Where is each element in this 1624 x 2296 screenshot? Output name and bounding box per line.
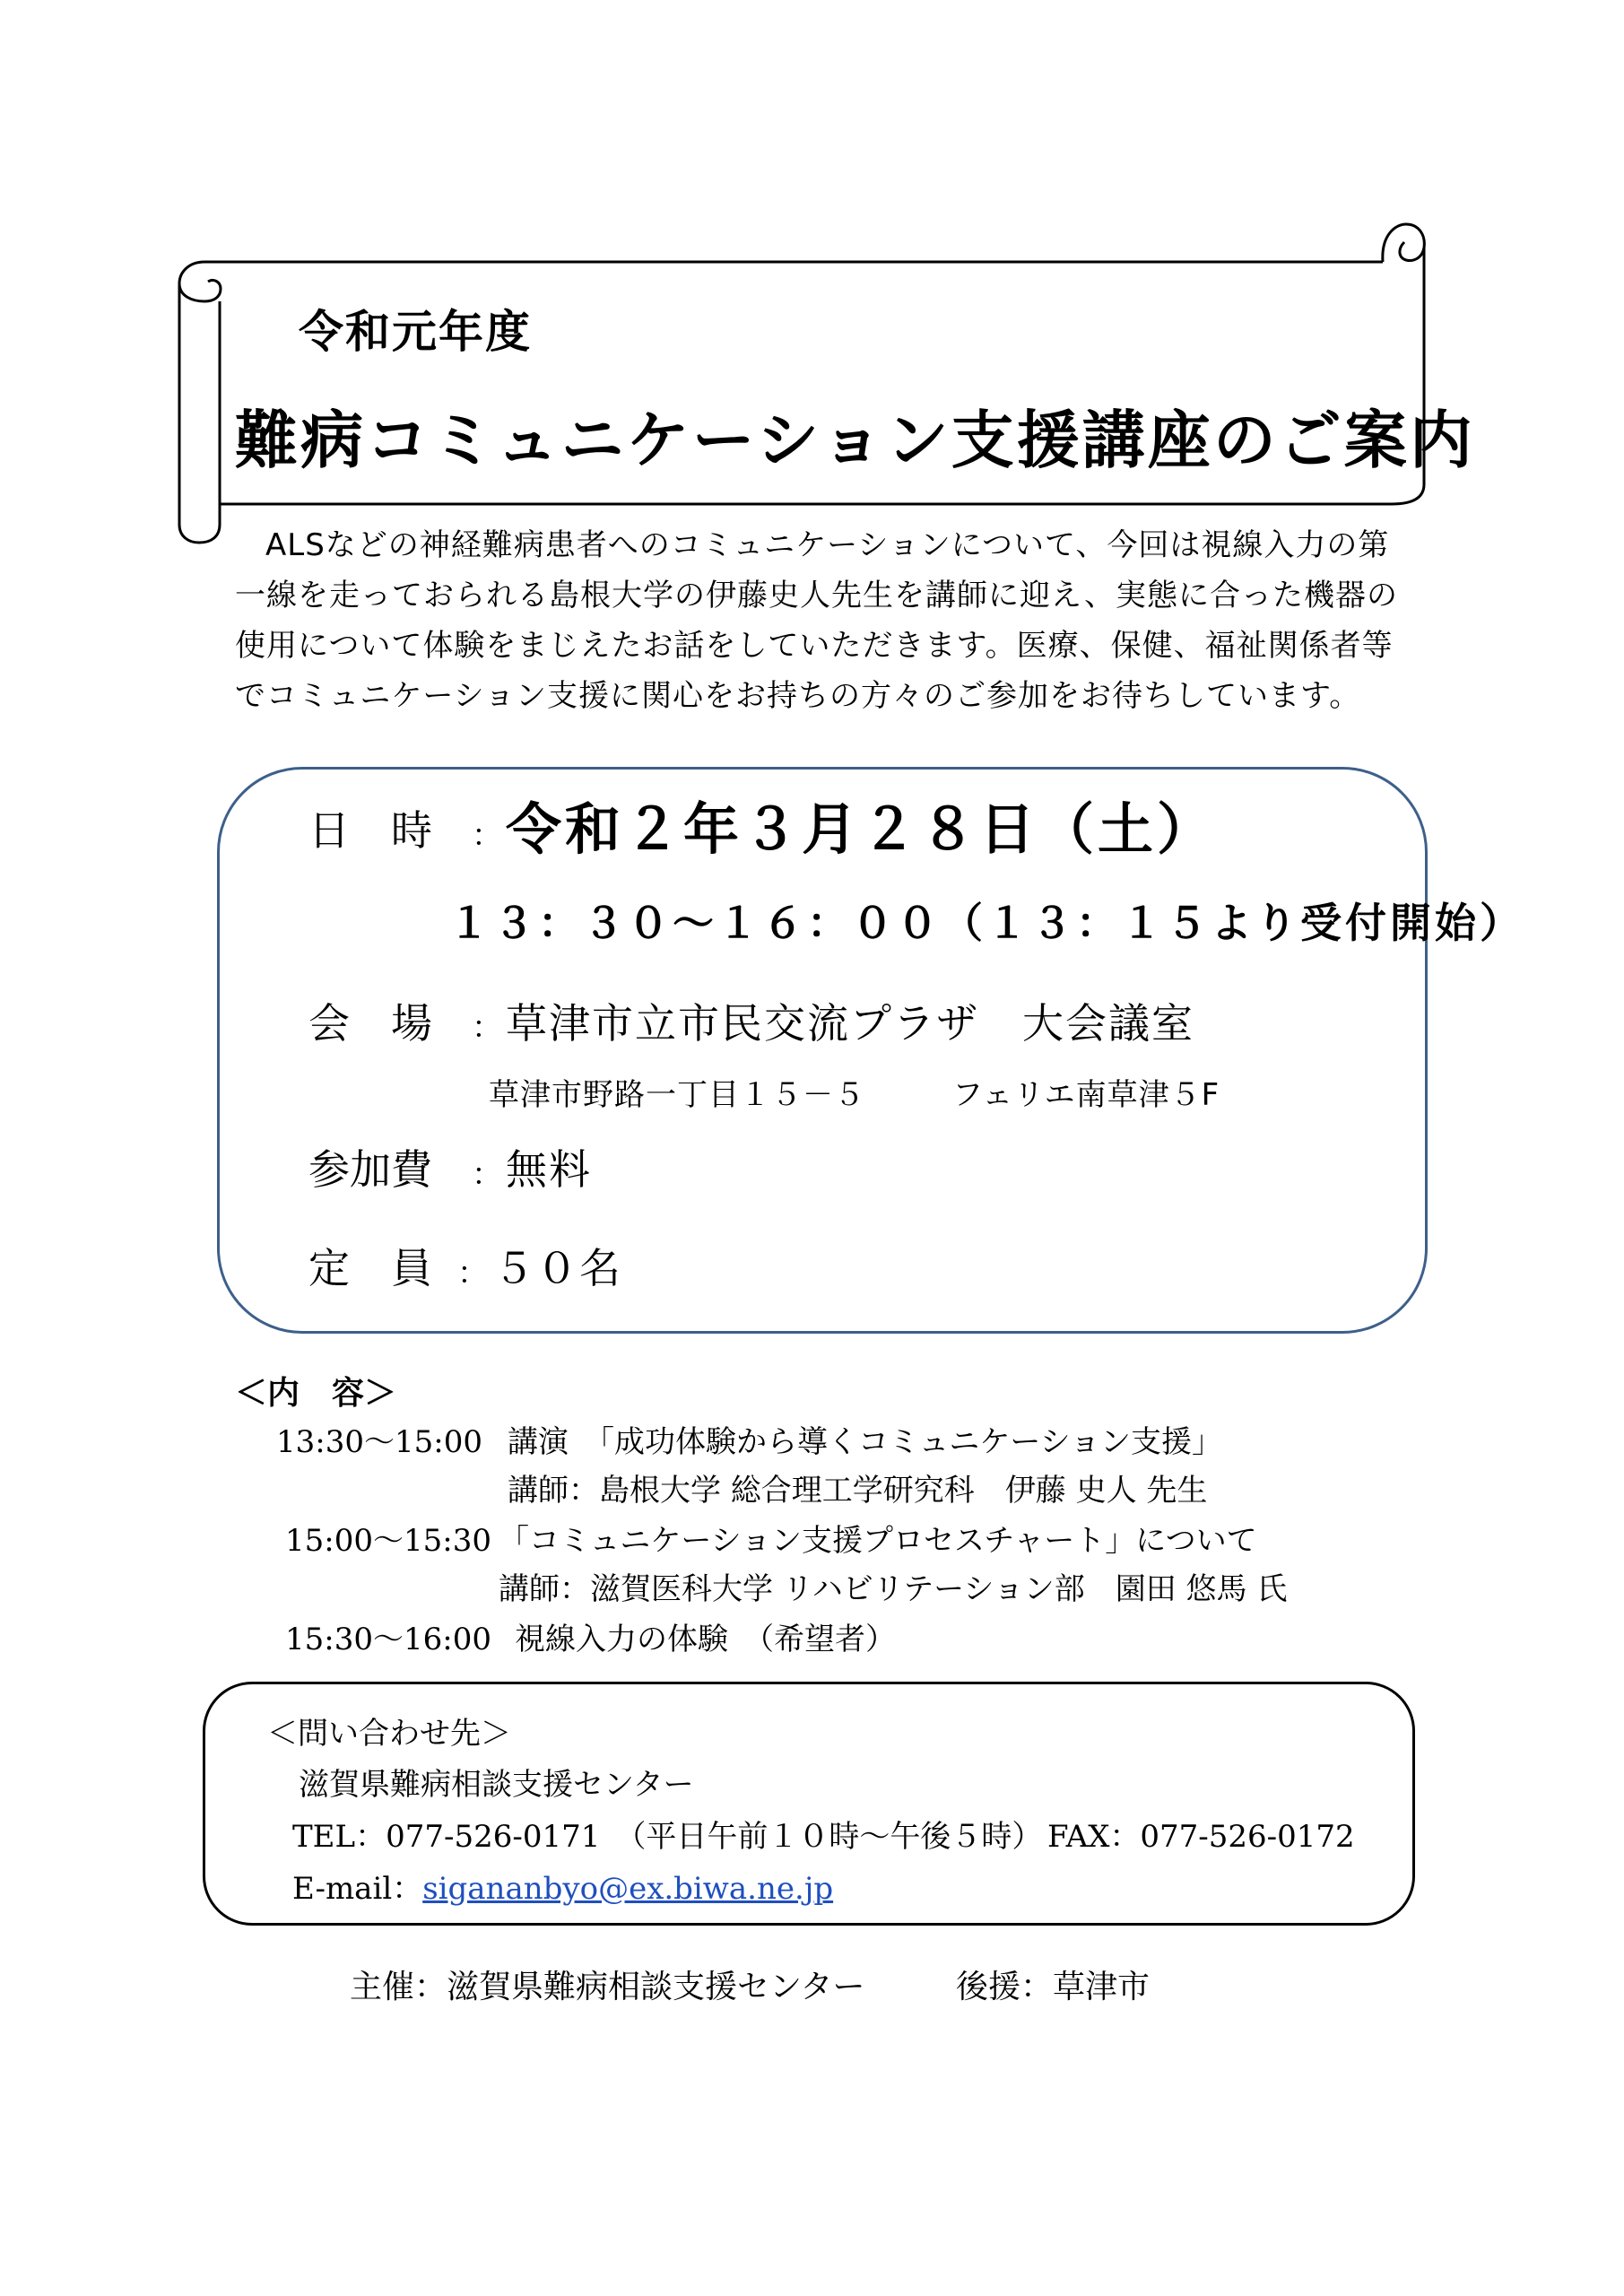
contact-organization: 滋賀県難病相談支援センター [299,1767,694,1803]
contact-phone: TEL：077-526-0171 （平日午前１０時～午後５時） [292,1819,1043,1855]
page-title: 難病コミュニケーション支援講座のご案内 [235,404,1475,477]
venue-separator: ： [472,1010,502,1046]
date-separator: ： [472,818,502,854]
fee-value: 無料 [506,1145,592,1194]
capacity-value: ５０名 [493,1244,622,1292]
program-heading: ＜内 容＞ [235,1375,397,1412]
venue-name: 草津市立市民交流プラザ 大会議室 [506,999,1194,1048]
program-item-2-text: 「コミュニケーション支援プロセスチャート」について [499,1523,1257,1559]
organizer-credit: 主催：滋賀県難病相談支援センター [350,1969,865,2005]
program-item-2-speaker: 講師：滋賀医科大学 リハビリテーション部 園田 悠馬 氏 [499,1571,1288,1607]
contact-email-row [292,1864,833,1908]
fee-label: 参加費 [308,1145,432,1194]
supporter-credit: 後援：草津市 [956,1969,1151,2005]
venue-label: 会 場 [308,999,432,1048]
intro-paragraph: ALSなどの神経難病患者へのコミュニケーションについて、今回は視線入力の第一線を走っておられる島根大学の伊藤史人先生を講師に迎え、実態に合った機器の使用について体験をまじえたお話をしていただきます。医療、保健、福祉関係者等でコミュニケーション支援に関心をお持ちの方々のご参加をお待ちしています。 [235,527,1399,714]
contact-fax: FAX：077-526-0172 [1047,1819,1355,1855]
capacity-separator: ： [457,1256,488,1292]
contact-email-link[interactable]: sigananbyo@ex.biwa.ne.jp [422,1871,834,1907]
program-item-3-time: 15:30～16:00 [285,1622,491,1657]
program-item-2-time: 15:00～15:30 [285,1523,491,1559]
contact-email-label: E-mail： [292,1871,423,1907]
title-scroll-banner [0,0,1624,574]
venue-building: フェリエ南草津５F [952,1077,1220,1113]
capacity-label: 定 員 [308,1244,432,1292]
event-time: １３：３０～１６：００（１３：１５より受付開始） [448,899,1524,947]
venue-address: 草津市野路一丁目１５－５ [489,1077,865,1113]
fiscal-year-label: 令和元年度 [299,306,532,358]
contact-heading: ＜問い合わせ先＞ [267,1716,511,1752]
fee-separator: ： [472,1157,502,1193]
event-date: 令和２年３月２８日（土） [506,796,1217,862]
program-item-3-text: 視線入力の体験 （希望者） [515,1622,896,1657]
program-item-1-text: 講演 「成功体験から導くコミュニケーション支援」 [508,1424,1222,1460]
program-item-1-time: 13:30～15:00 [276,1424,482,1460]
date-label: 日 時 [308,806,432,855]
program-item-1-speaker: 講師：島根大学 総合理工学研究科 伊藤 史人 先生 [508,1473,1208,1509]
